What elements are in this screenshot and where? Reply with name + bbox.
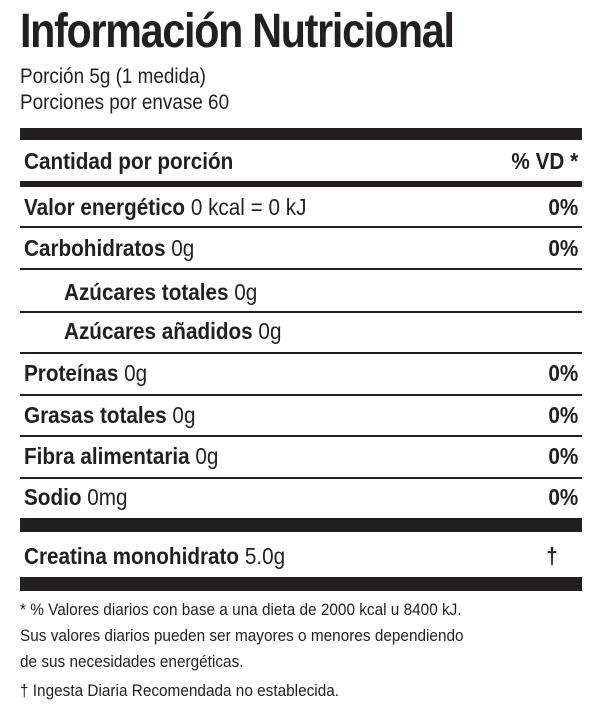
nutrient-name: Valor energético bbox=[24, 194, 186, 220]
table-row bbox=[20, 229, 582, 267]
table-header bbox=[20, 142, 582, 180]
nutrient-name: Grasas totales bbox=[24, 402, 167, 428]
table-row bbox=[20, 188, 582, 226]
nutrient-amount: 0g bbox=[258, 318, 282, 344]
nutrient-name: Fibra alimentaria bbox=[24, 443, 190, 469]
nutrient-daily-value: 0% bbox=[548, 443, 578, 469]
footnote-daily-values: * % Valores diarios con base a una dieta de 2000 kcal u 8400 kJ. bbox=[20, 601, 462, 619]
servings-per-container: Porciones por envase 60 bbox=[20, 91, 230, 114]
nutrient-amount: 0g bbox=[124, 360, 148, 386]
nutrient-name: Creatina monohidrato bbox=[24, 543, 240, 569]
dagger-mark: † bbox=[546, 543, 558, 569]
label-title: Información Nutricional bbox=[20, 5, 454, 58]
footnote-line: Sus valores diarios pueden ser mayores o menores dependiendo bbox=[20, 627, 464, 645]
nutrient-name: Azúcares totales bbox=[64, 279, 229, 305]
footnote-dagger: † Ingesta Diaria Recomendada no establecida. bbox=[20, 682, 340, 700]
nutrient-amount: 5.0g bbox=[244, 543, 286, 569]
nutrient-amount: 0 kcal = 0 kJ bbox=[190, 194, 307, 220]
serving-size: Porción 5g (1 medida) bbox=[20, 65, 206, 88]
nutrient-amount: 0g bbox=[172, 402, 196, 428]
nutrient-daily-value: 0% bbox=[548, 402, 578, 428]
nutrient-name: Sodio bbox=[24, 484, 82, 510]
nutrient-daily-value: 0% bbox=[548, 484, 578, 510]
nutrient-daily-value: 0% bbox=[548, 235, 578, 261]
table-row bbox=[20, 312, 582, 350]
table-row-creatine bbox=[20, 537, 582, 575]
table-row bbox=[20, 396, 582, 434]
row-divider bbox=[20, 268, 582, 270]
nutrient-amount: 0mg bbox=[87, 484, 128, 510]
nutrient-name: Proteínas bbox=[24, 360, 119, 386]
nutrient-amount: 0g bbox=[195, 443, 219, 469]
medium-divider bbox=[20, 181, 582, 187]
row-divider bbox=[20, 226, 582, 228]
thick-divider bbox=[20, 518, 582, 532]
nutrient-daily-value: 0% bbox=[548, 360, 578, 386]
thick-divider bbox=[20, 128, 582, 140]
footnote-line: de sus necesidades energéticas. bbox=[20, 653, 244, 671]
nutrient-daily-value: 0% bbox=[548, 194, 578, 220]
table-row bbox=[20, 437, 582, 475]
nutrient-amount: 0g bbox=[234, 279, 258, 305]
nutrient-amount: 0g bbox=[171, 235, 195, 261]
nutrient-name: Azúcares añadidos bbox=[64, 318, 253, 344]
table-row bbox=[20, 354, 582, 392]
table-row bbox=[20, 478, 582, 516]
thick-divider bbox=[20, 577, 582, 591]
table-row bbox=[20, 273, 582, 311]
header-daily-value: % VD * bbox=[511, 148, 578, 174]
header-amount-per-serving: Cantidad por porción bbox=[24, 148, 234, 174]
nutrient-name: Carbohidratos bbox=[24, 235, 166, 261]
